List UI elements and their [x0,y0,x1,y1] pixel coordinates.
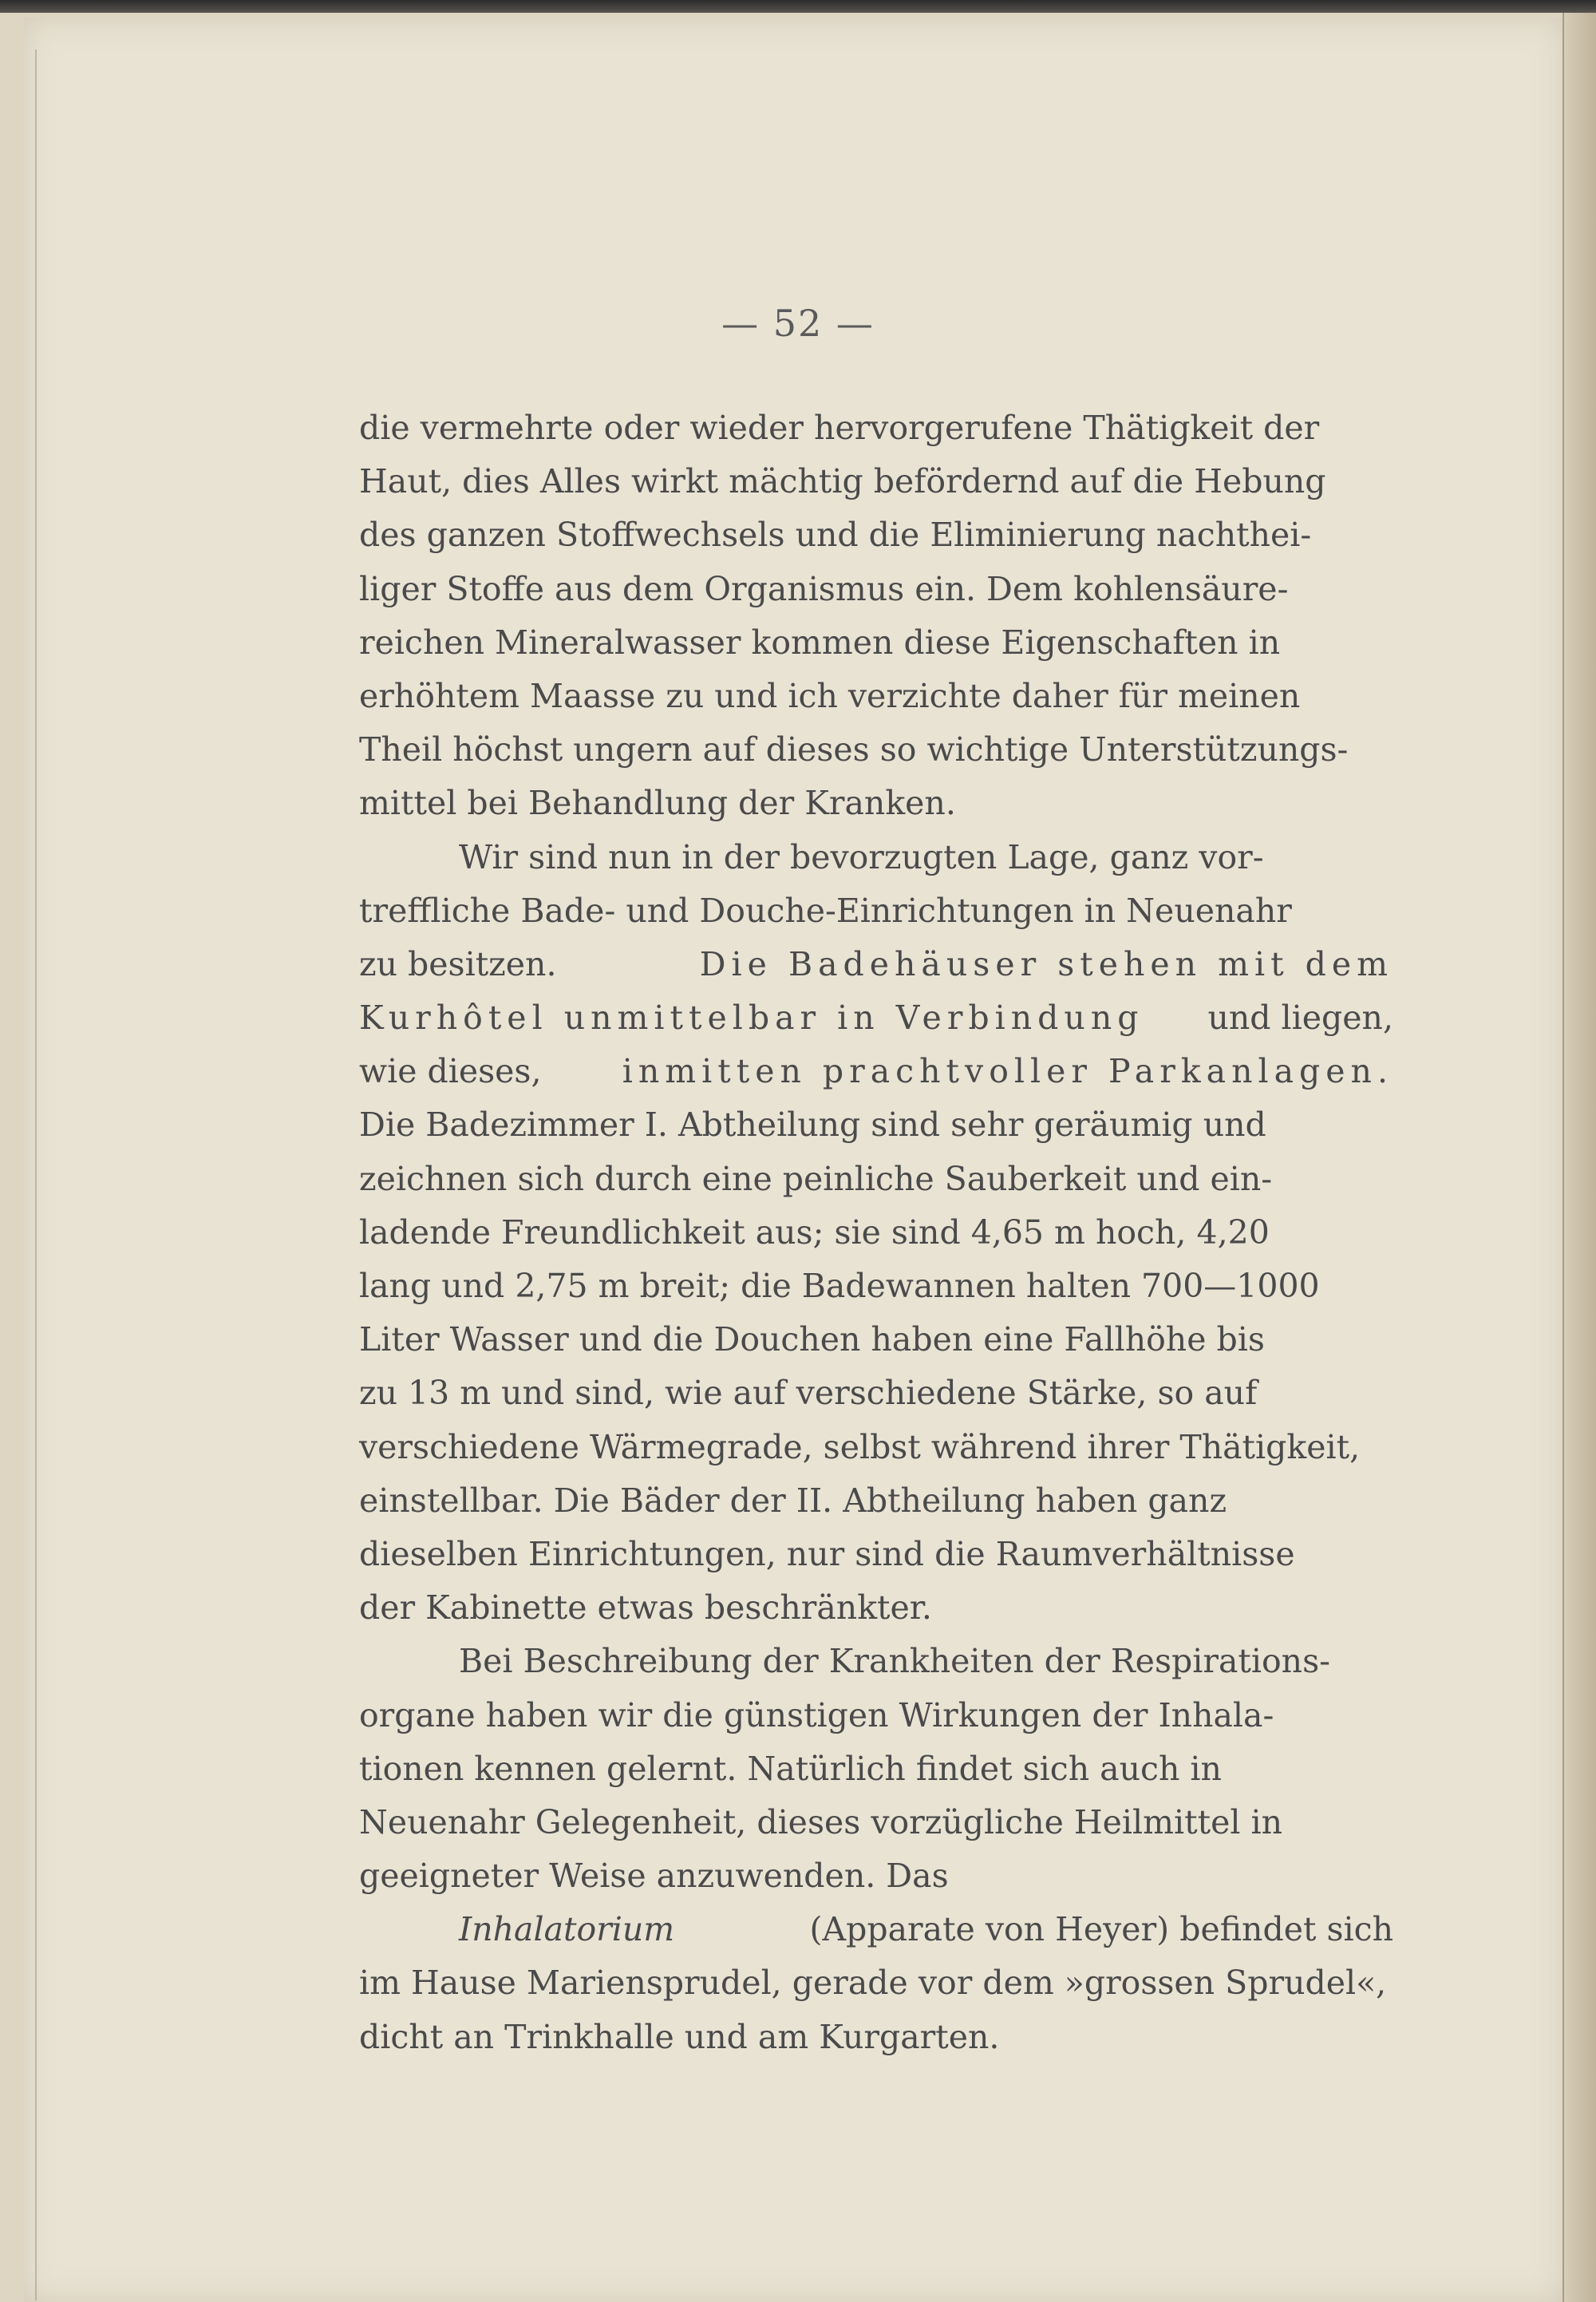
text-line [359,831,1393,884]
text-line [359,1474,1393,1528]
line-text: geeigneter Weise anzuwenden. Das [359,1857,949,1896]
text-line [359,1956,1393,2010]
line-text: liger Stoffe aus dem Organismus ein. Dem kohlensäure- [359,569,1289,608]
text-line [359,777,1393,830]
line-text: ladende Freundlichkeit aus; sie sind 4,65 m hoch, 4,20 [359,1212,1270,1252]
text-line [359,991,1393,1045]
line-text: wie dieses, [359,1052,542,1091]
text-line [359,2011,1393,2064]
line-text: Wir sind nun in der bevorzugten Lage, ganz vor- [459,837,1264,876]
line-text: Bei Beschreibung der Krankheiten der Respirations- [459,1642,1330,1681]
line-text: zu besitzen. [359,944,557,983]
book-page-edge [1562,13,1596,2302]
text-line [359,1581,1393,1635]
section-heading-inhalatorium: Inhalatorium [459,1910,675,1949]
line-text-spaced: inmitten prachtvoller Parkanlagen. [622,1052,1393,1091]
line-text: dieselben Einrichtungen, nur sind die Raumverhältnisse [359,1534,1295,1573]
line-text: verschiedene Wärmegrade, selbst während ihrer Thätigkeit, [359,1427,1361,1466]
line-text: Theil höchst ungern auf dieses so wichtige Unterstützungs- [359,730,1349,769]
line-text: der Kabinette etwas beschränkter. [359,1588,932,1628]
text-line [359,1098,1393,1152]
line-text: zeichnen sich durch eine peinliche Sauberkeit und ein- [359,1159,1273,1198]
line-text: treffliche Bade- und Douche-Einrichtungen in Neuenahr [359,891,1292,930]
line-text: einstellbar. Die Bäder der II. Abtheilung haben ganz [359,1481,1227,1520]
text-line [359,1742,1393,1796]
line-text-spaced: Kurhôtel unmittelbar in Verbindung [359,999,1144,1038]
line-text: reichen Mineralwasser kommen diese Eigenschaften in [359,623,1281,662]
line-text: tionen kennen gelernt. Natürlich findet sich auch in [359,1749,1222,1788]
text-line [359,1421,1393,1474]
line-text: Die Badezimmer I. Abtheilung sind sehr geräumig und [359,1106,1266,1145]
line-text: die vermehrte oder wieder hervorgerufene Thätigkeit der [359,409,1320,447]
line-text: Haut, dies Alles wirkt mächtig befördernd auf die Hebung [359,462,1326,501]
line-text-spaced: Die Badehäuser stehen mit dem [699,944,1393,983]
text-line [359,1367,1393,1420]
text-line [359,884,1393,938]
text-line [359,1153,1393,1206]
text-line [359,508,1393,562]
text-line [359,401,1393,455]
line-text: des ganzen Stoffwechsels und die Eliminierung nachthei- [359,516,1312,555]
line-text: Liter Wasser und die Douchen haben eine Fallhöhe bis [359,1320,1265,1359]
line-text: mittel bei Behandlung der Kranken. [359,784,956,823]
text-line [359,616,1393,670]
text-line [359,723,1393,777]
text-line [359,1796,1393,1849]
line-text: lang und 2,75 m breit; die Badewannen halten 700—1000 [359,1267,1320,1305]
text-line [359,938,1393,991]
line-text: und liegen, [1207,999,1393,1038]
book-top-edge [0,0,1596,13]
line-text: (Apparate von Heyer) befindet sich [809,1910,1393,1949]
line-text: organe haben wir die günstigen Wirkungen der Inhala- [359,1695,1274,1734]
page-gutter-line [35,49,37,2300]
text-line [359,1635,1393,1688]
text-line [359,1206,1393,1260]
text-line [359,1849,1393,1903]
line-text: im Hause Mariensprudel, gerade vor dem »grossen Sprudel«, [359,1964,1387,2003]
text-line [359,1689,1393,1742]
text-line [359,1903,1393,1956]
line-text: dicht an Trinkhalle und am Kurgarten. [359,2017,1000,2056]
text-line [359,1528,1393,1581]
text-line [359,455,1393,508]
text-line [359,563,1393,616]
line-text: Neuenahr Gelegenheit, dieses vorzügliche Heilmittel in [359,1802,1283,1841]
body-text [359,401,1393,2064]
page-number: — 52 — [721,302,875,345]
line-text: zu 13 m und sind, wie auf verschiedene Stärke, so auf [359,1374,1258,1413]
text-line [359,1313,1393,1367]
text-line [359,670,1393,723]
text-line [359,1260,1393,1313]
line-text: erhöhtem Maasse zu und ich verzichte daher für meinen [359,676,1301,715]
text-line [359,1045,1393,1098]
